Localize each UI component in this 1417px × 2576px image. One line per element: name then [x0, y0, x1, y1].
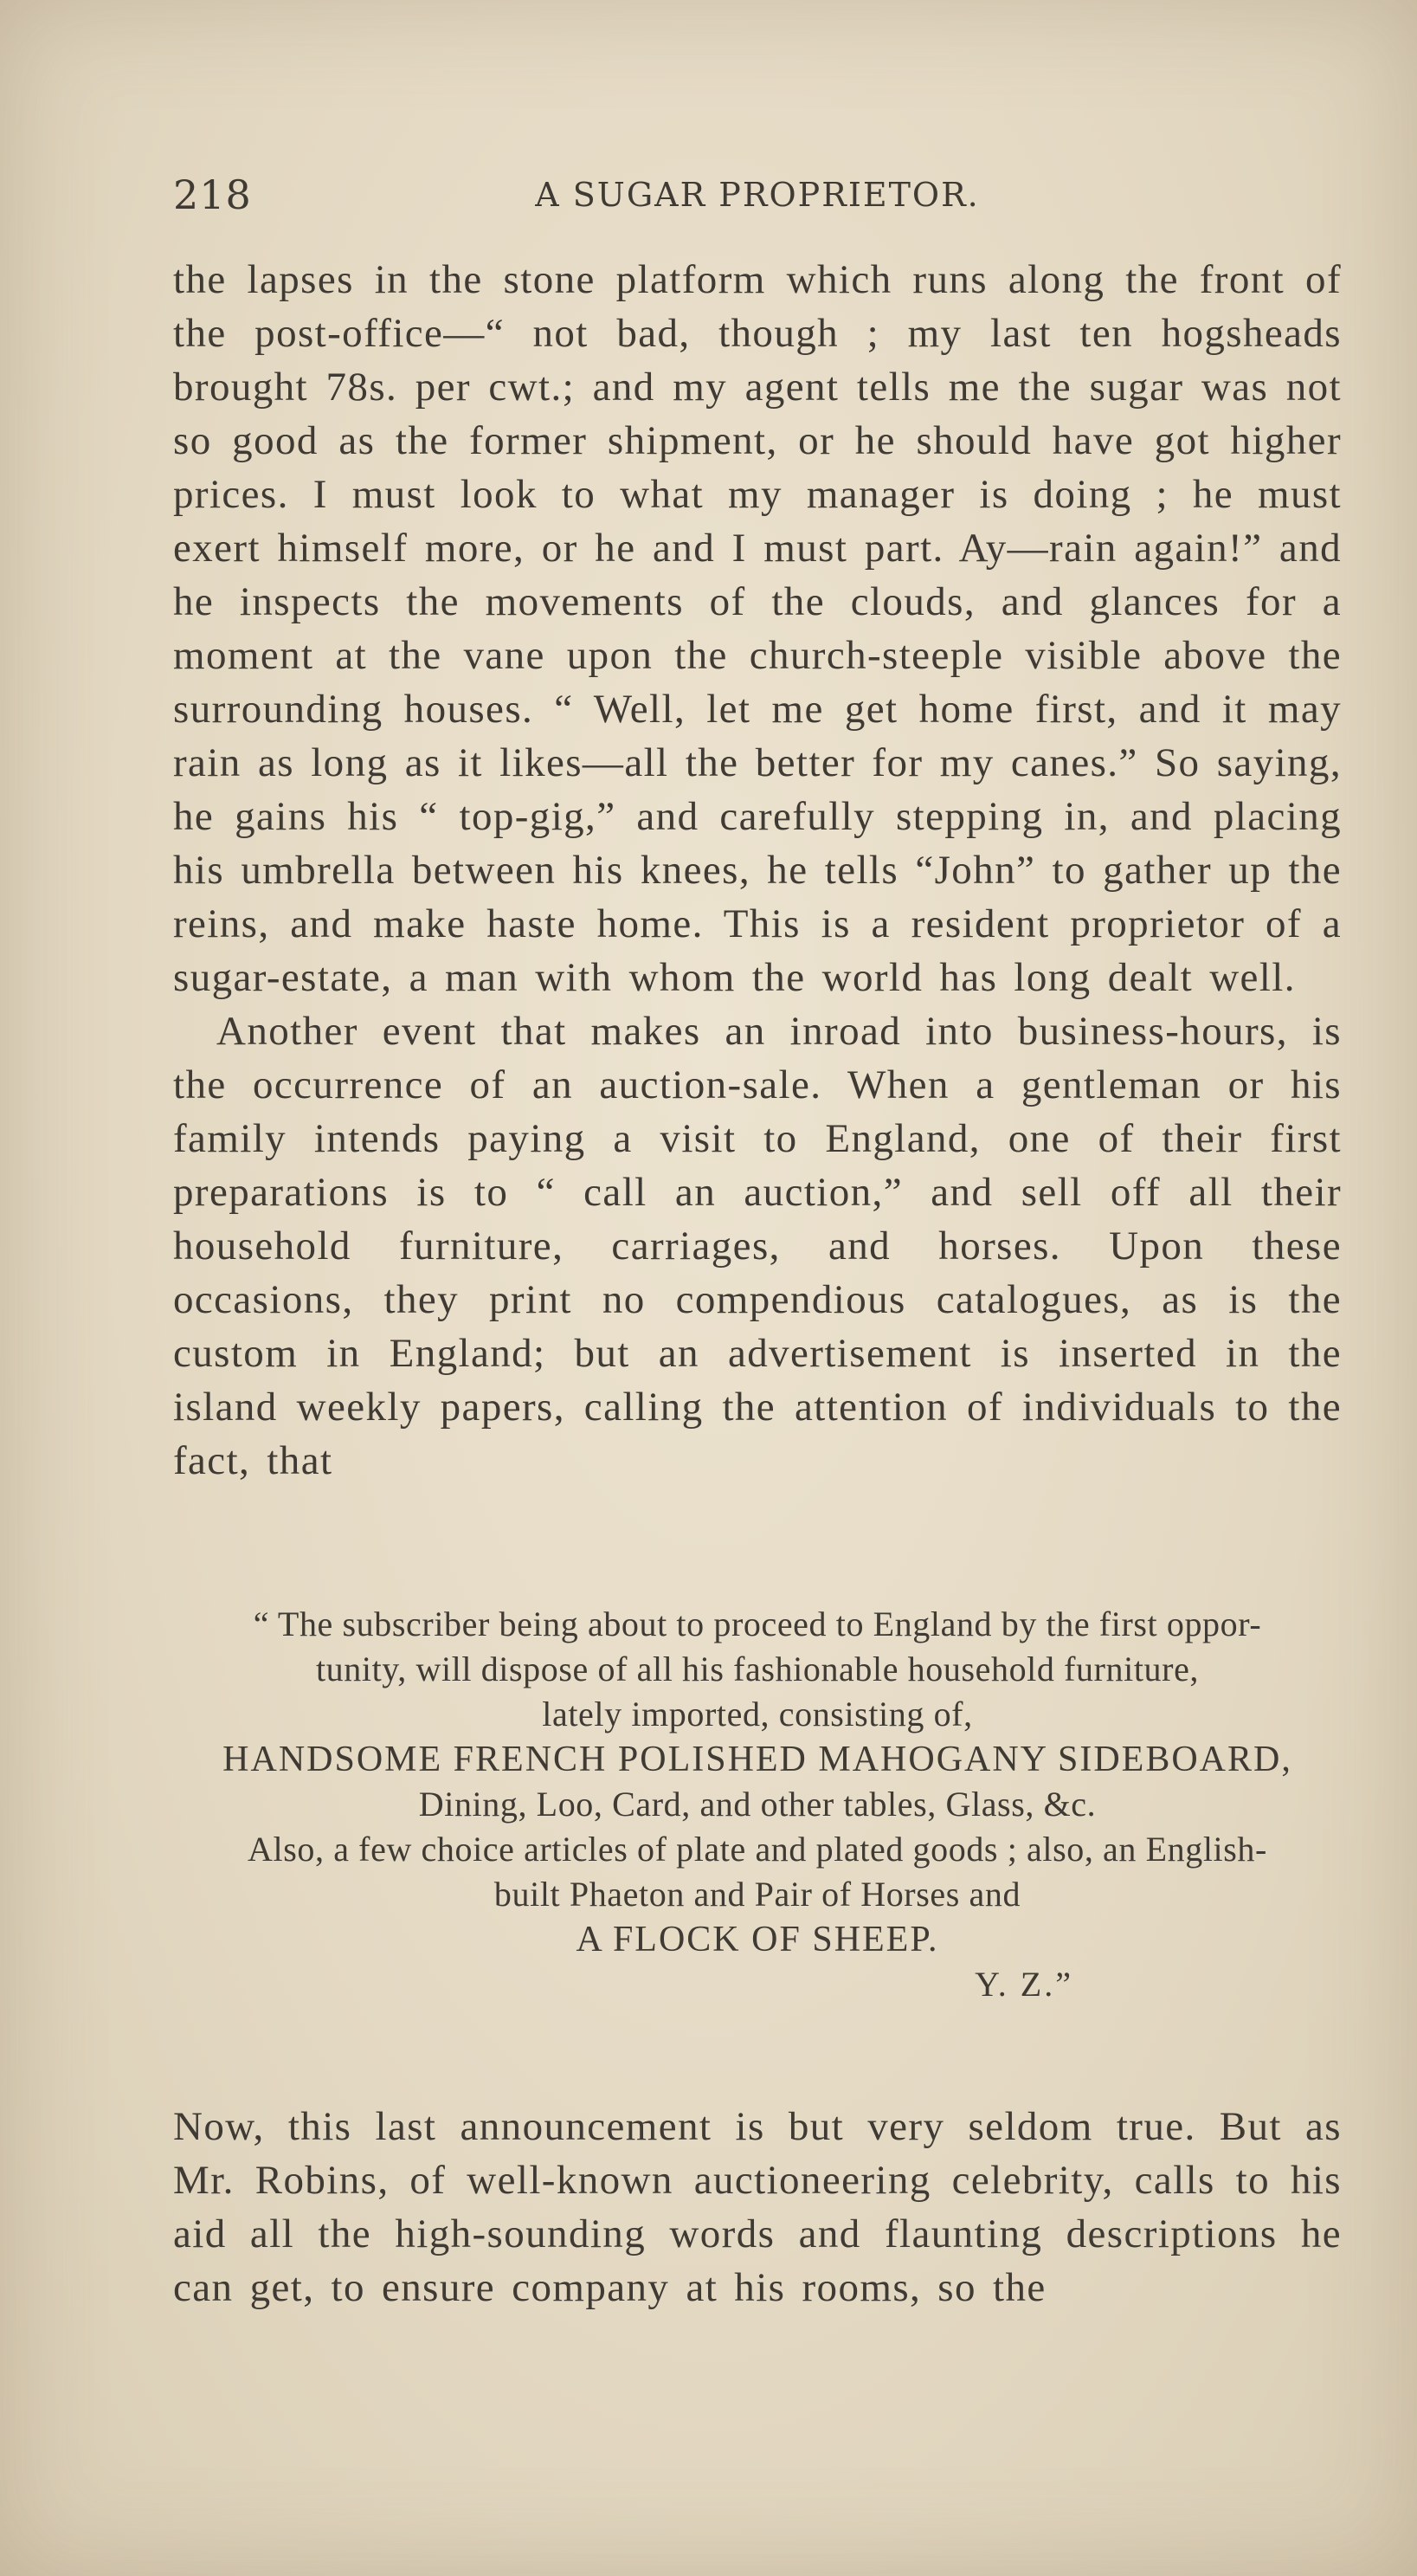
body-text: [173, 253, 1342, 1488]
page-header: [173, 165, 1342, 225]
advertisement-line: tunity, will dispose of all his fashionable household furniture,: [315, 1650, 1200, 1688]
advertisement-line: lately imported, consisting of,: [542, 1695, 973, 1733]
advertisement-signature: Y. Z.”: [975, 1965, 1073, 2004]
advertisement-quote: [173, 1602, 1342, 2007]
body-text-closing: [173, 2100, 1342, 2315]
advertisement-line: built Phaeton and Pair of Horses and: [493, 1875, 1021, 1914]
paragraph-auction: Another event that makes an inroad into business-hours, is the occurrence of an auction-sale. When a gentleman or his family intends paying a visit to England, one of their first preparations is to “ call an auction,” and sell off all their household furniture, carriages, and horses. Upon these occasions, they print no compendious catalogues, as is the custom in England; but an advertisement is inserted in the island weekly papers, calling the attention of individuals to the fact, that: [173, 1009, 1342, 1483]
advertisement-line: “ The subscriber being about to proceed to England by the first oppor-: [253, 1604, 1262, 1643]
paragraph-closing: Now, this last announcement is but very seldom true. But as Mr. Robins, of well-known auctioneering celebrity, calls to his aid all the high-sounding words and flaunting descriptions he can get, to ensure company at his rooms, so the: [173, 2104, 1342, 2310]
advertisement-line: Also, a few choice articles of plate and plated goods ; also, an English-: [248, 1830, 1267, 1869]
advertisement-headline: A FLOCK OF SHEEP.: [576, 1920, 939, 1959]
running-head: A SUGAR PROPRIETOR.: [535, 176, 980, 214]
page-number: 218: [173, 171, 252, 218]
paragraph-continued: the lapses in the stone platform which runs along the front of the post-office—“ not bad, though ; my last ten hogsheads brought 78s. per cwt.; and my agent tells me the sugar was not so good as the former shipment, or he should have got higher prices. I must look to what my manager is doing ; he must exert himself more, or he and I must part. Ay—rain again!” and he inspects the movements of the clouds, and glances for a moment at the vane upon the church-steeple visible above the surrounding houses. “ Well, let me get home first, and it may rain as long as it likes—all the better for my canes.” So saying, he gains his “ top-gig,” and carefully stepping in, and placing his umbrella between his knees, he tells “John” to gather up the reins, and make haste home. This is a resident proprietor of a sugar-estate, a man with whom the world has long dealt well.: [173, 257, 1342, 1000]
advertisement-headline: HANDSOME FRENCH POLISHED MAHOGANY SIDEBOARD,: [222, 1740, 1292, 1779]
advertisement-line: Dining, Loo, Card, and other tables, Glass, &c.: [418, 1785, 1097, 1824]
